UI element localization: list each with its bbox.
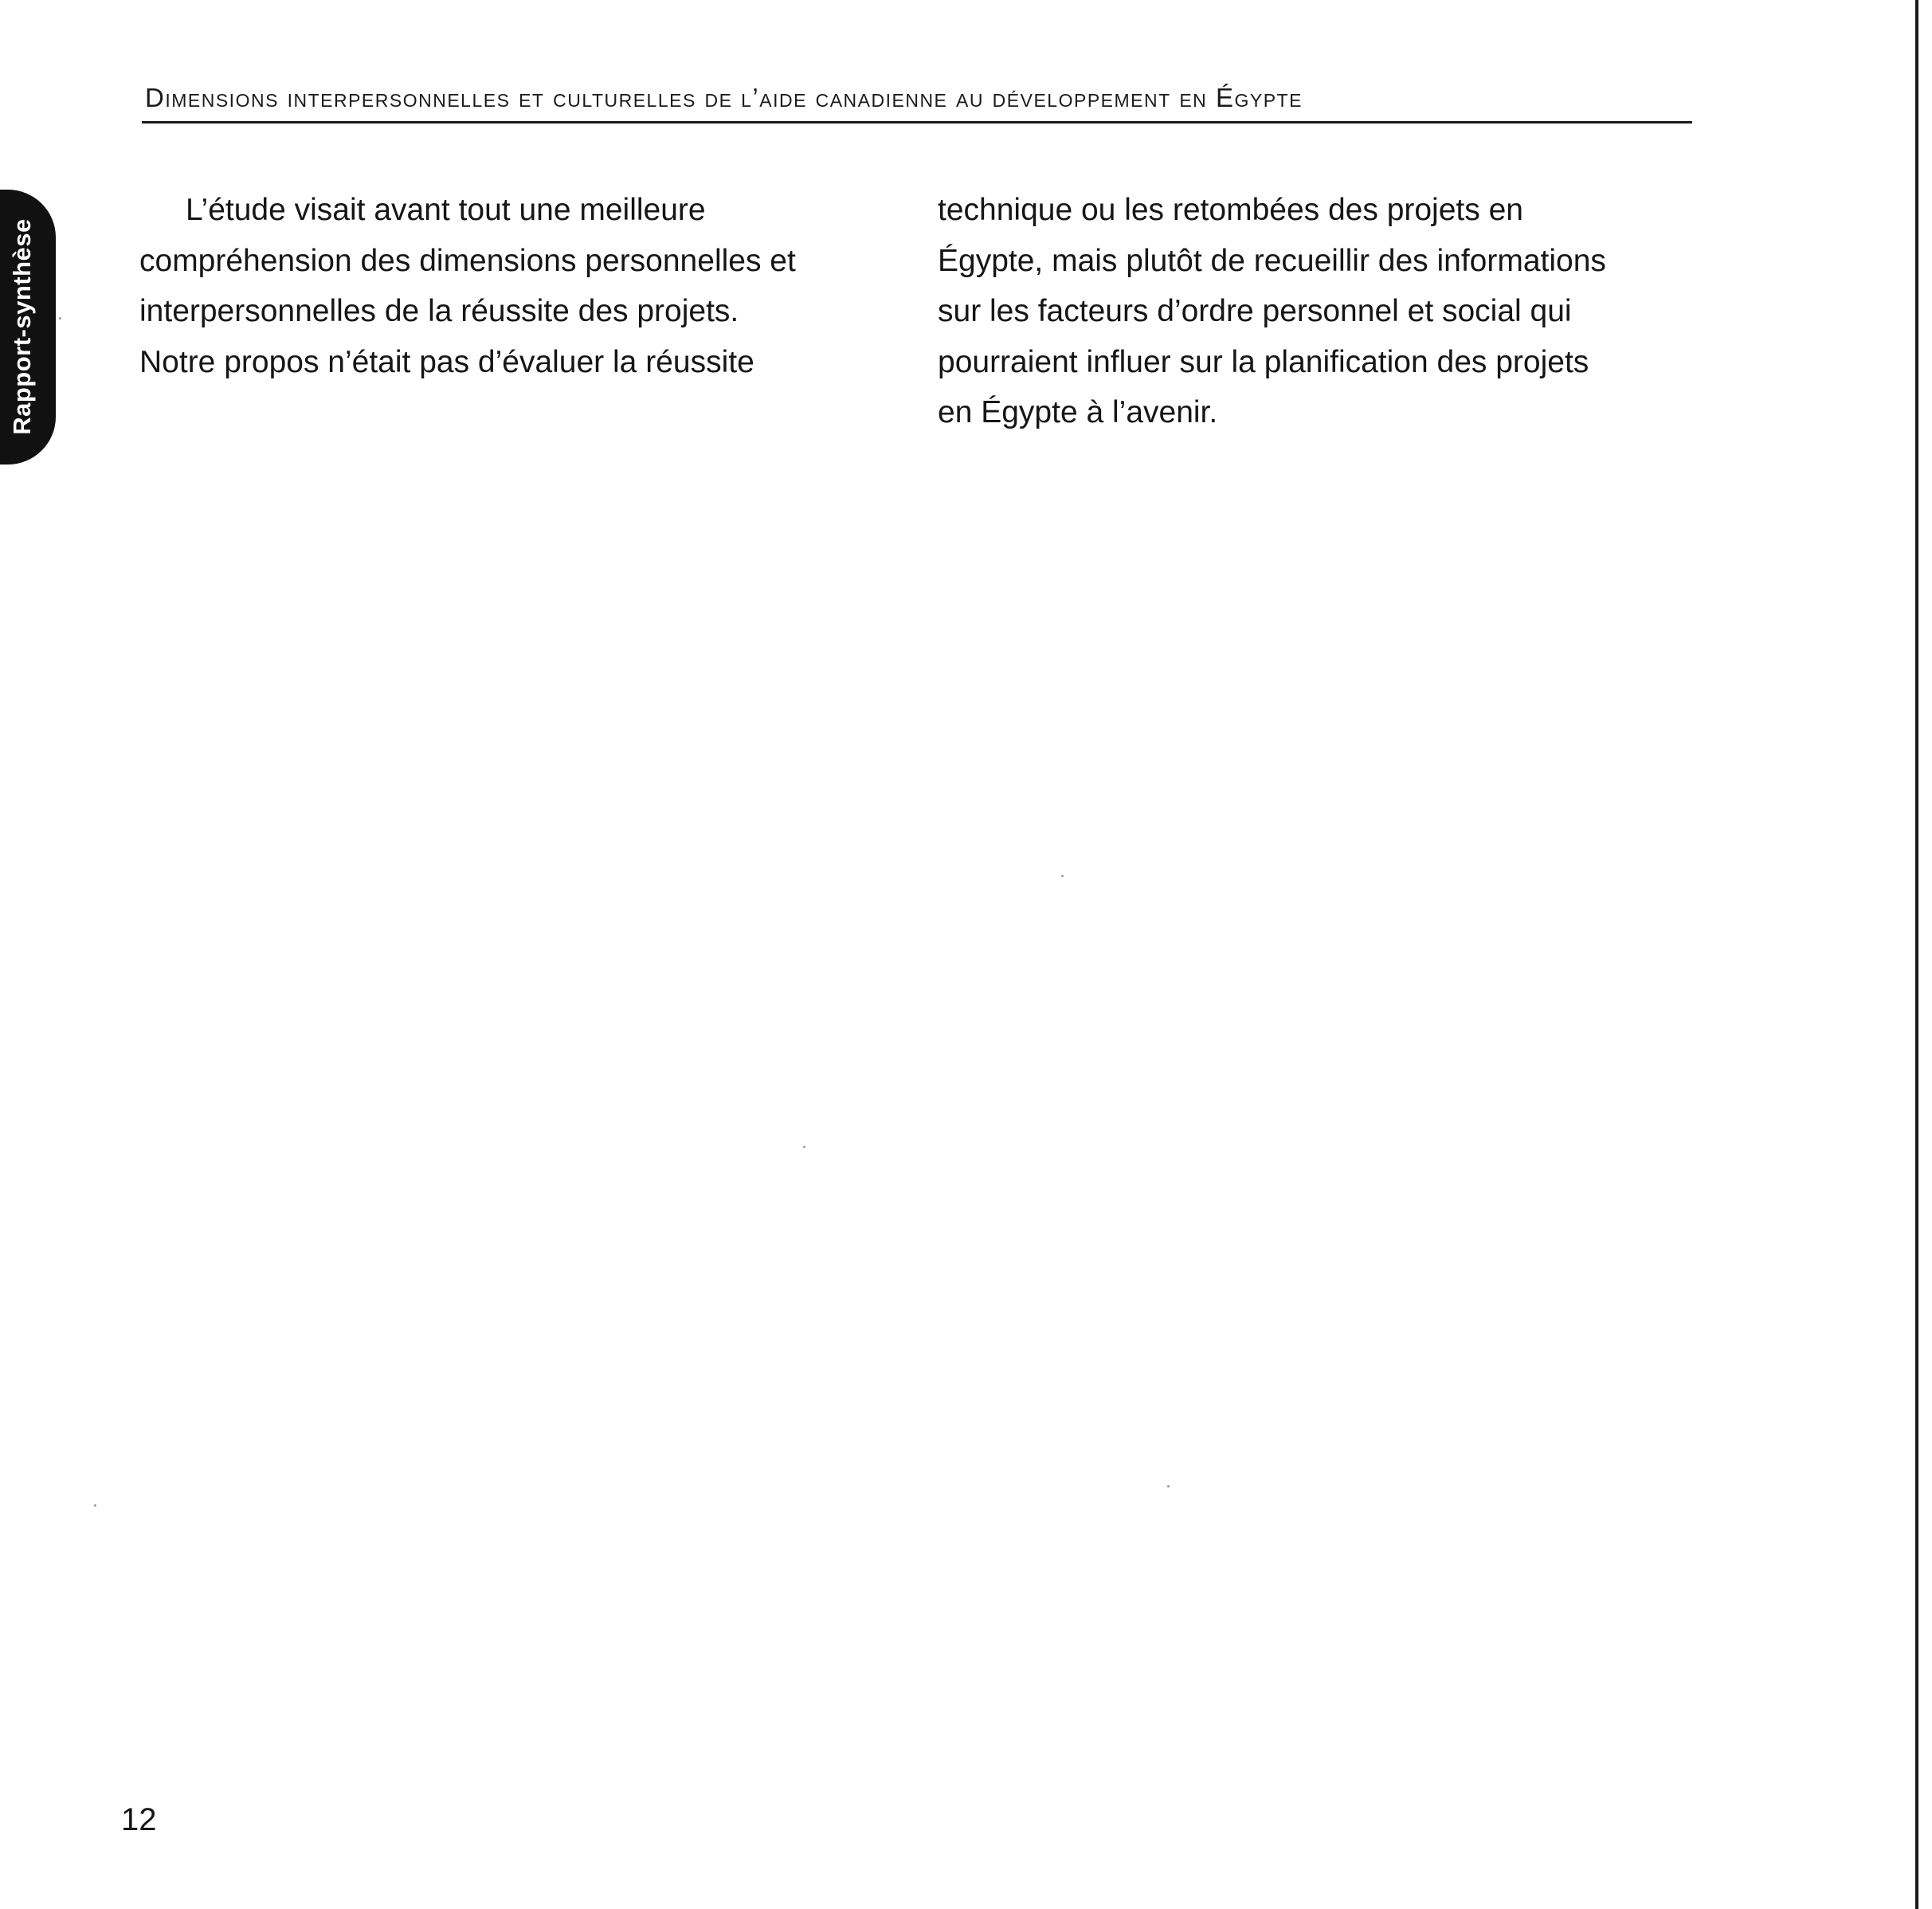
section-tab-label: Rapport-synthèse: [8, 218, 36, 435]
text-column-left: [139, 185, 796, 387]
paragraph-line: pourraient influer sur la planification des projets: [938, 344, 1589, 379]
paragraph-line: technique ou les retombées des projets en: [938, 193, 1523, 227]
scan-speck: [803, 1146, 805, 1148]
paragraph-line: en Égypte à l’avenir.: [938, 395, 1218, 429]
text-column-right: [938, 185, 1606, 438]
page-edge-border: [1915, 0, 1918, 1909]
paragraph-line: Notre propos n’était pas d’évaluer la réussite: [139, 344, 754, 379]
paragraph-line: L’étude visait avant tout une meilleure: [186, 193, 706, 227]
scan-speck: [1061, 875, 1064, 877]
scan-speck: [59, 317, 61, 319]
paragraph-line: sur les facteurs d’ordre personnel et social qui: [938, 294, 1572, 328]
paragraph-line: interpersonnelles de la réussite des projets.: [139, 294, 739, 328]
scan-speck: [1167, 1485, 1170, 1488]
paragraph-line: compréhension des dimensions personnelles et: [139, 243, 796, 278]
paragraph-line: Égypte, mais plutôt de recueillir des informations: [938, 243, 1606, 278]
running-header: [142, 76, 1692, 123]
scan-speck: [94, 1504, 96, 1507]
running-header-title: Dimensions interpersonnelles et culturelles de l’aide canadienne au développement en Égypte: [145, 83, 1303, 112]
page-number: 12: [121, 1802, 157, 1837]
